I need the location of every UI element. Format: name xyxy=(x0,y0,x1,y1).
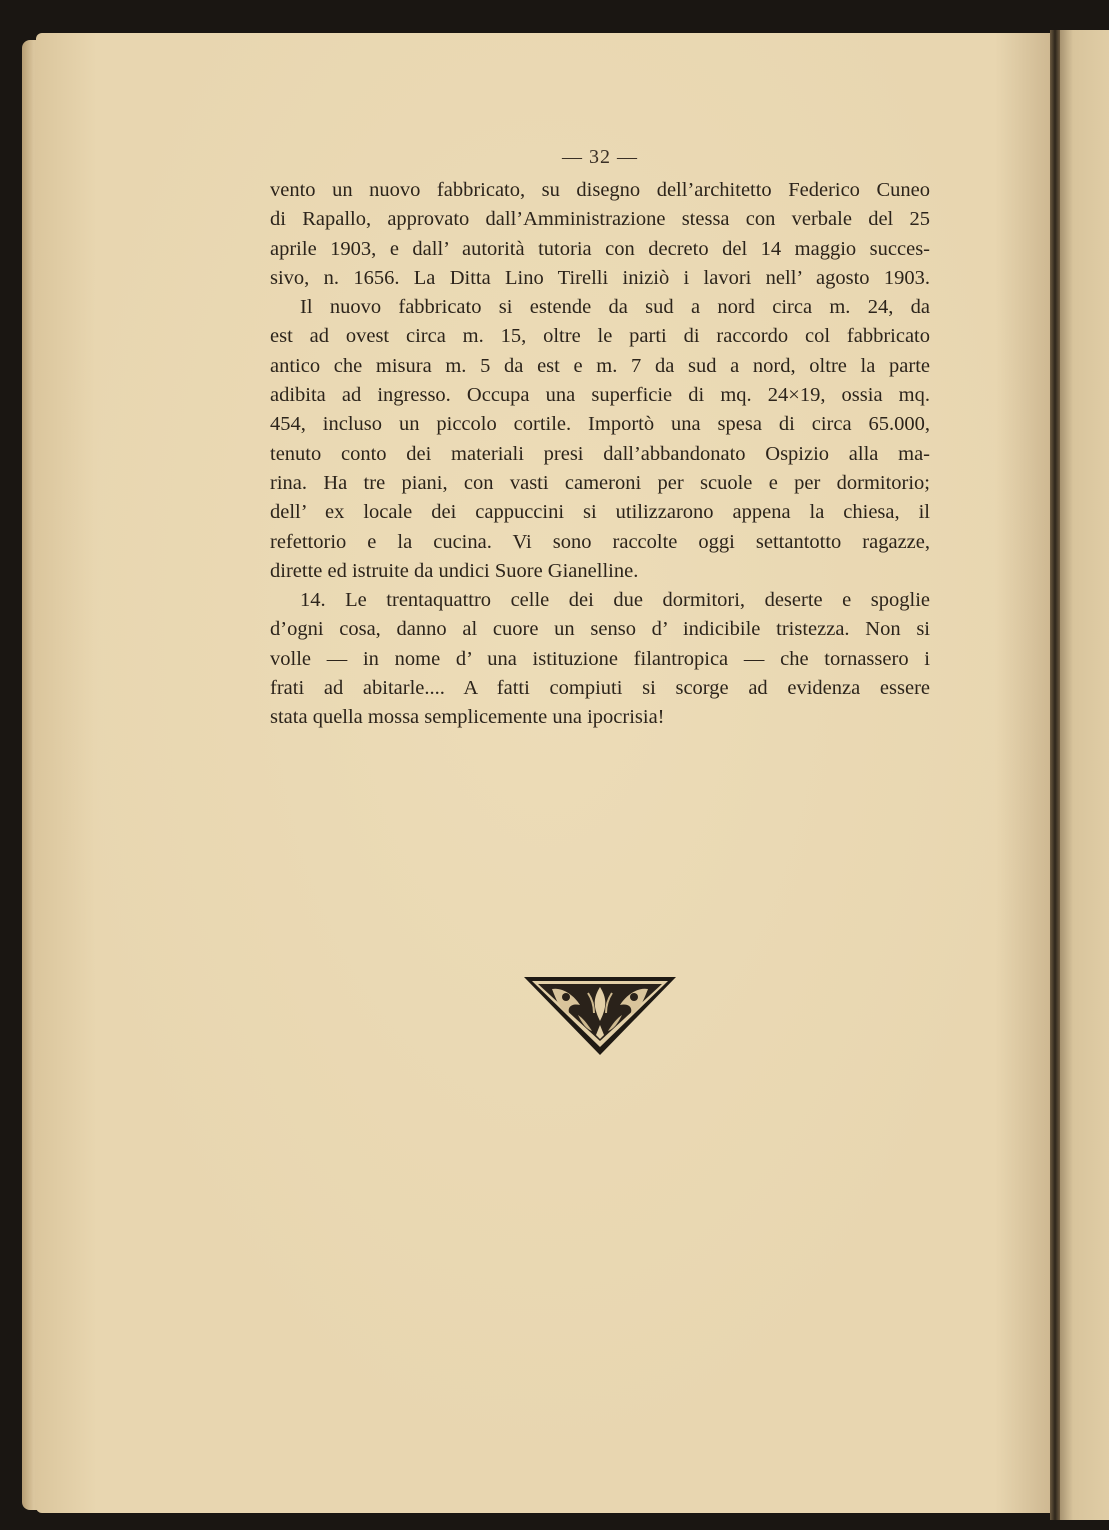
page-number: — 32 — xyxy=(562,146,638,168)
text-line: vento un nuovo fabbricato, su disegno dell’architetto Federico Cuneo xyxy=(270,179,930,201)
text-line: d’ogni cosa, danno al cuore un senso d’ indicibile tristezza. Non si xyxy=(270,618,930,641)
text-line: dell’ ex locale dei cappuccini si utilizzarono appena la chiesa, il xyxy=(270,501,930,524)
text-line: stata quella mossa semplicemente una ipocrisia! xyxy=(270,706,665,729)
text-line: refettorio e la cucina. Vi sono raccolte oggi settantotto ragazze, xyxy=(270,530,930,553)
text-line: Il nuovo fabbricato si estende da sud a nord circa m. 24, da xyxy=(300,296,930,319)
triangular-fleuron-icon xyxy=(522,975,678,1057)
text-line: est ad ovest circa m. 15, oltre le parti di raccordo col fabbricato xyxy=(270,325,930,348)
text-line: sivo, n. 1656. La Ditta Lino Tirelli iniziò i lavori nell’ agosto 1903. xyxy=(270,266,930,289)
text-line: di Rapallo, approvato dall’Amministrazione stessa con verbale del 25 xyxy=(270,208,930,231)
text-line: frati ad abitarle.... A fatti compiuti si scorge ad evidenza essere xyxy=(270,677,930,700)
text-line: volle — in nome d’ una istituzione filantropica — che tornassero i xyxy=(270,647,930,670)
book-gutter xyxy=(1050,30,1060,1520)
text-line: rina. Ha tre piani, con vasti cameroni per scuole e per dormitorio; xyxy=(270,471,930,494)
body-text xyxy=(270,176,930,733)
text-line: 14. Le trentaquattro celle dei due dormitori, deserte e spoglie xyxy=(300,589,930,612)
text-line: antico che misura m. 5 da est e m. 7 da sud a nord, oltre la parte xyxy=(270,354,930,377)
text-line: adibita ad ingresso. Occupa una superficie di mq. 24×19, ossia mq. xyxy=(270,384,930,407)
facing-page-edge xyxy=(1058,30,1109,1520)
text-line: dirette ed istruite da undici Suore Gianelline. xyxy=(270,559,639,582)
text-line: aprile 1903, e dall’ autorità tutoria con decreto del 14 maggio succes- xyxy=(270,237,930,260)
text-line: 454, incluso un piccolo cortile. Importò una spesa di circa 65.000, xyxy=(270,413,930,436)
text-line: tenuto conto dei materiali presi dall’abbandonato Ospizio alla ma- xyxy=(270,442,930,465)
